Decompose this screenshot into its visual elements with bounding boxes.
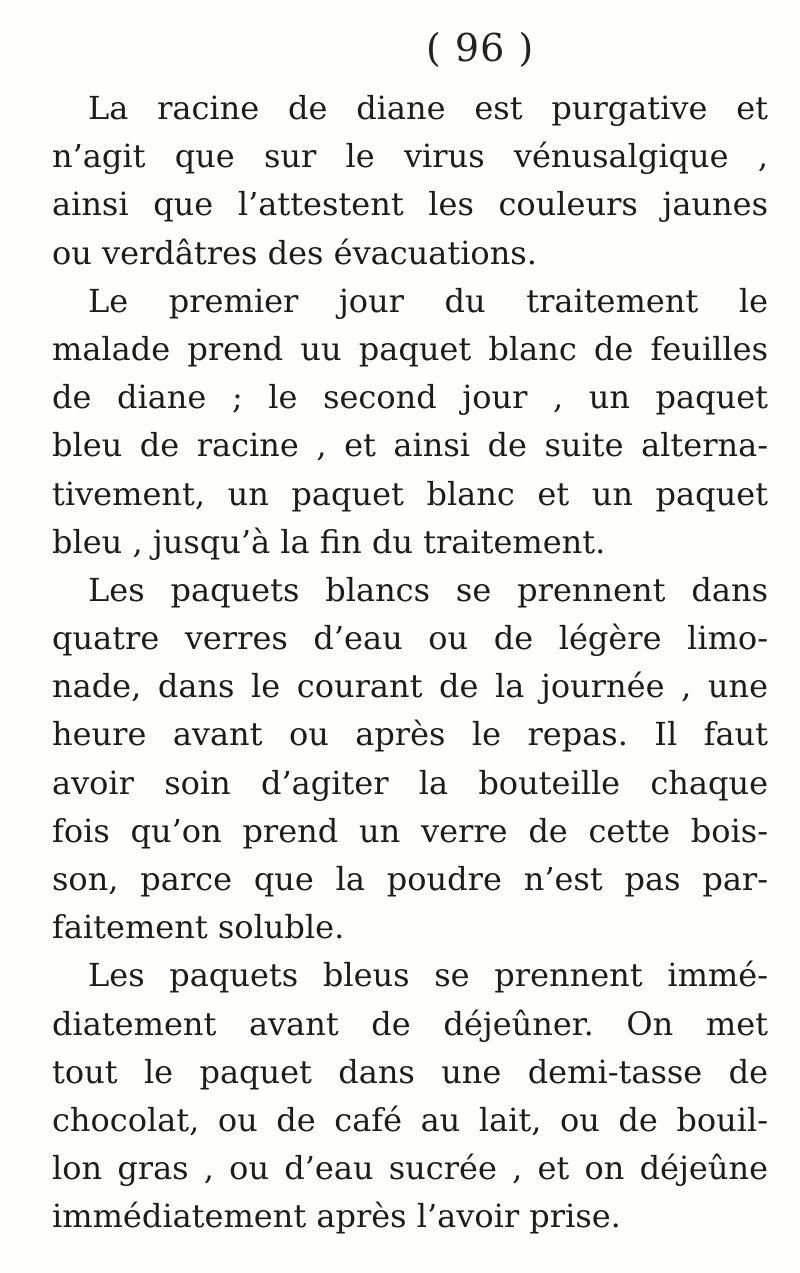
text-line: Les paquets bleus se prennent immé- (88, 956, 768, 995)
text-line: fois qu’on prend un verre de cette bois- (52, 811, 768, 850)
text-line: nade, dans le courant de la journée , une (52, 667, 768, 706)
text-line: faitement soluble. (52, 908, 345, 947)
text-line: quatre verres d’eau ou de légère limo- (52, 619, 768, 658)
text-line: ainsi que l’attestent les couleurs jaunes (52, 185, 768, 224)
paragraph (52, 84, 768, 277)
text-line: immédiatement après l’avoir prise. (52, 1197, 621, 1236)
text-line: La racine de diane est purgative et (88, 89, 768, 127)
text-line: tout le paquet dans une demi-tasse de (52, 1052, 768, 1091)
text-line: malade prend uu paquet blanc de feuilles (52, 329, 768, 368)
text-line: avoir soin d’agiter la bouteille chaque (52, 763, 768, 802)
paragraph (52, 566, 768, 952)
text-line: Les paquets blancs se prennent dans (88, 570, 768, 609)
text-line: son, parce que la poudre n’est pas par- (52, 860, 768, 898)
text-line: ou verdâtres des évacuations. (52, 233, 537, 272)
text-line: bleu de racine , et ainsi de suite alterna- (52, 426, 768, 465)
paragraph (52, 951, 768, 1240)
paragraph (52, 277, 768, 566)
text-line: Le premier jour du traitement le (88, 281, 768, 320)
text-line: n’agit que sur le virus vénusalgique , (52, 137, 768, 176)
text-line: de diane ; le second jour , un paquet (52, 378, 768, 417)
text-line: heure avant ou après le repas. Il faut (52, 715, 768, 754)
page-number: ( 96 ) (426, 26, 535, 70)
text-line: tivement, un paquet blanc et un paquet (52, 474, 768, 513)
body-text (52, 84, 768, 1241)
text-line: chocolat, ou de café au lait, ou de bouil- (52, 1100, 768, 1139)
text-line: lon gras , ou d’eau sucrée , et on déjeûne (52, 1149, 768, 1188)
text-line: bleu , jusqu’à la fin du traitement. (52, 522, 606, 561)
text-line: diatement avant de déjeûner. On met (52, 1004, 768, 1043)
